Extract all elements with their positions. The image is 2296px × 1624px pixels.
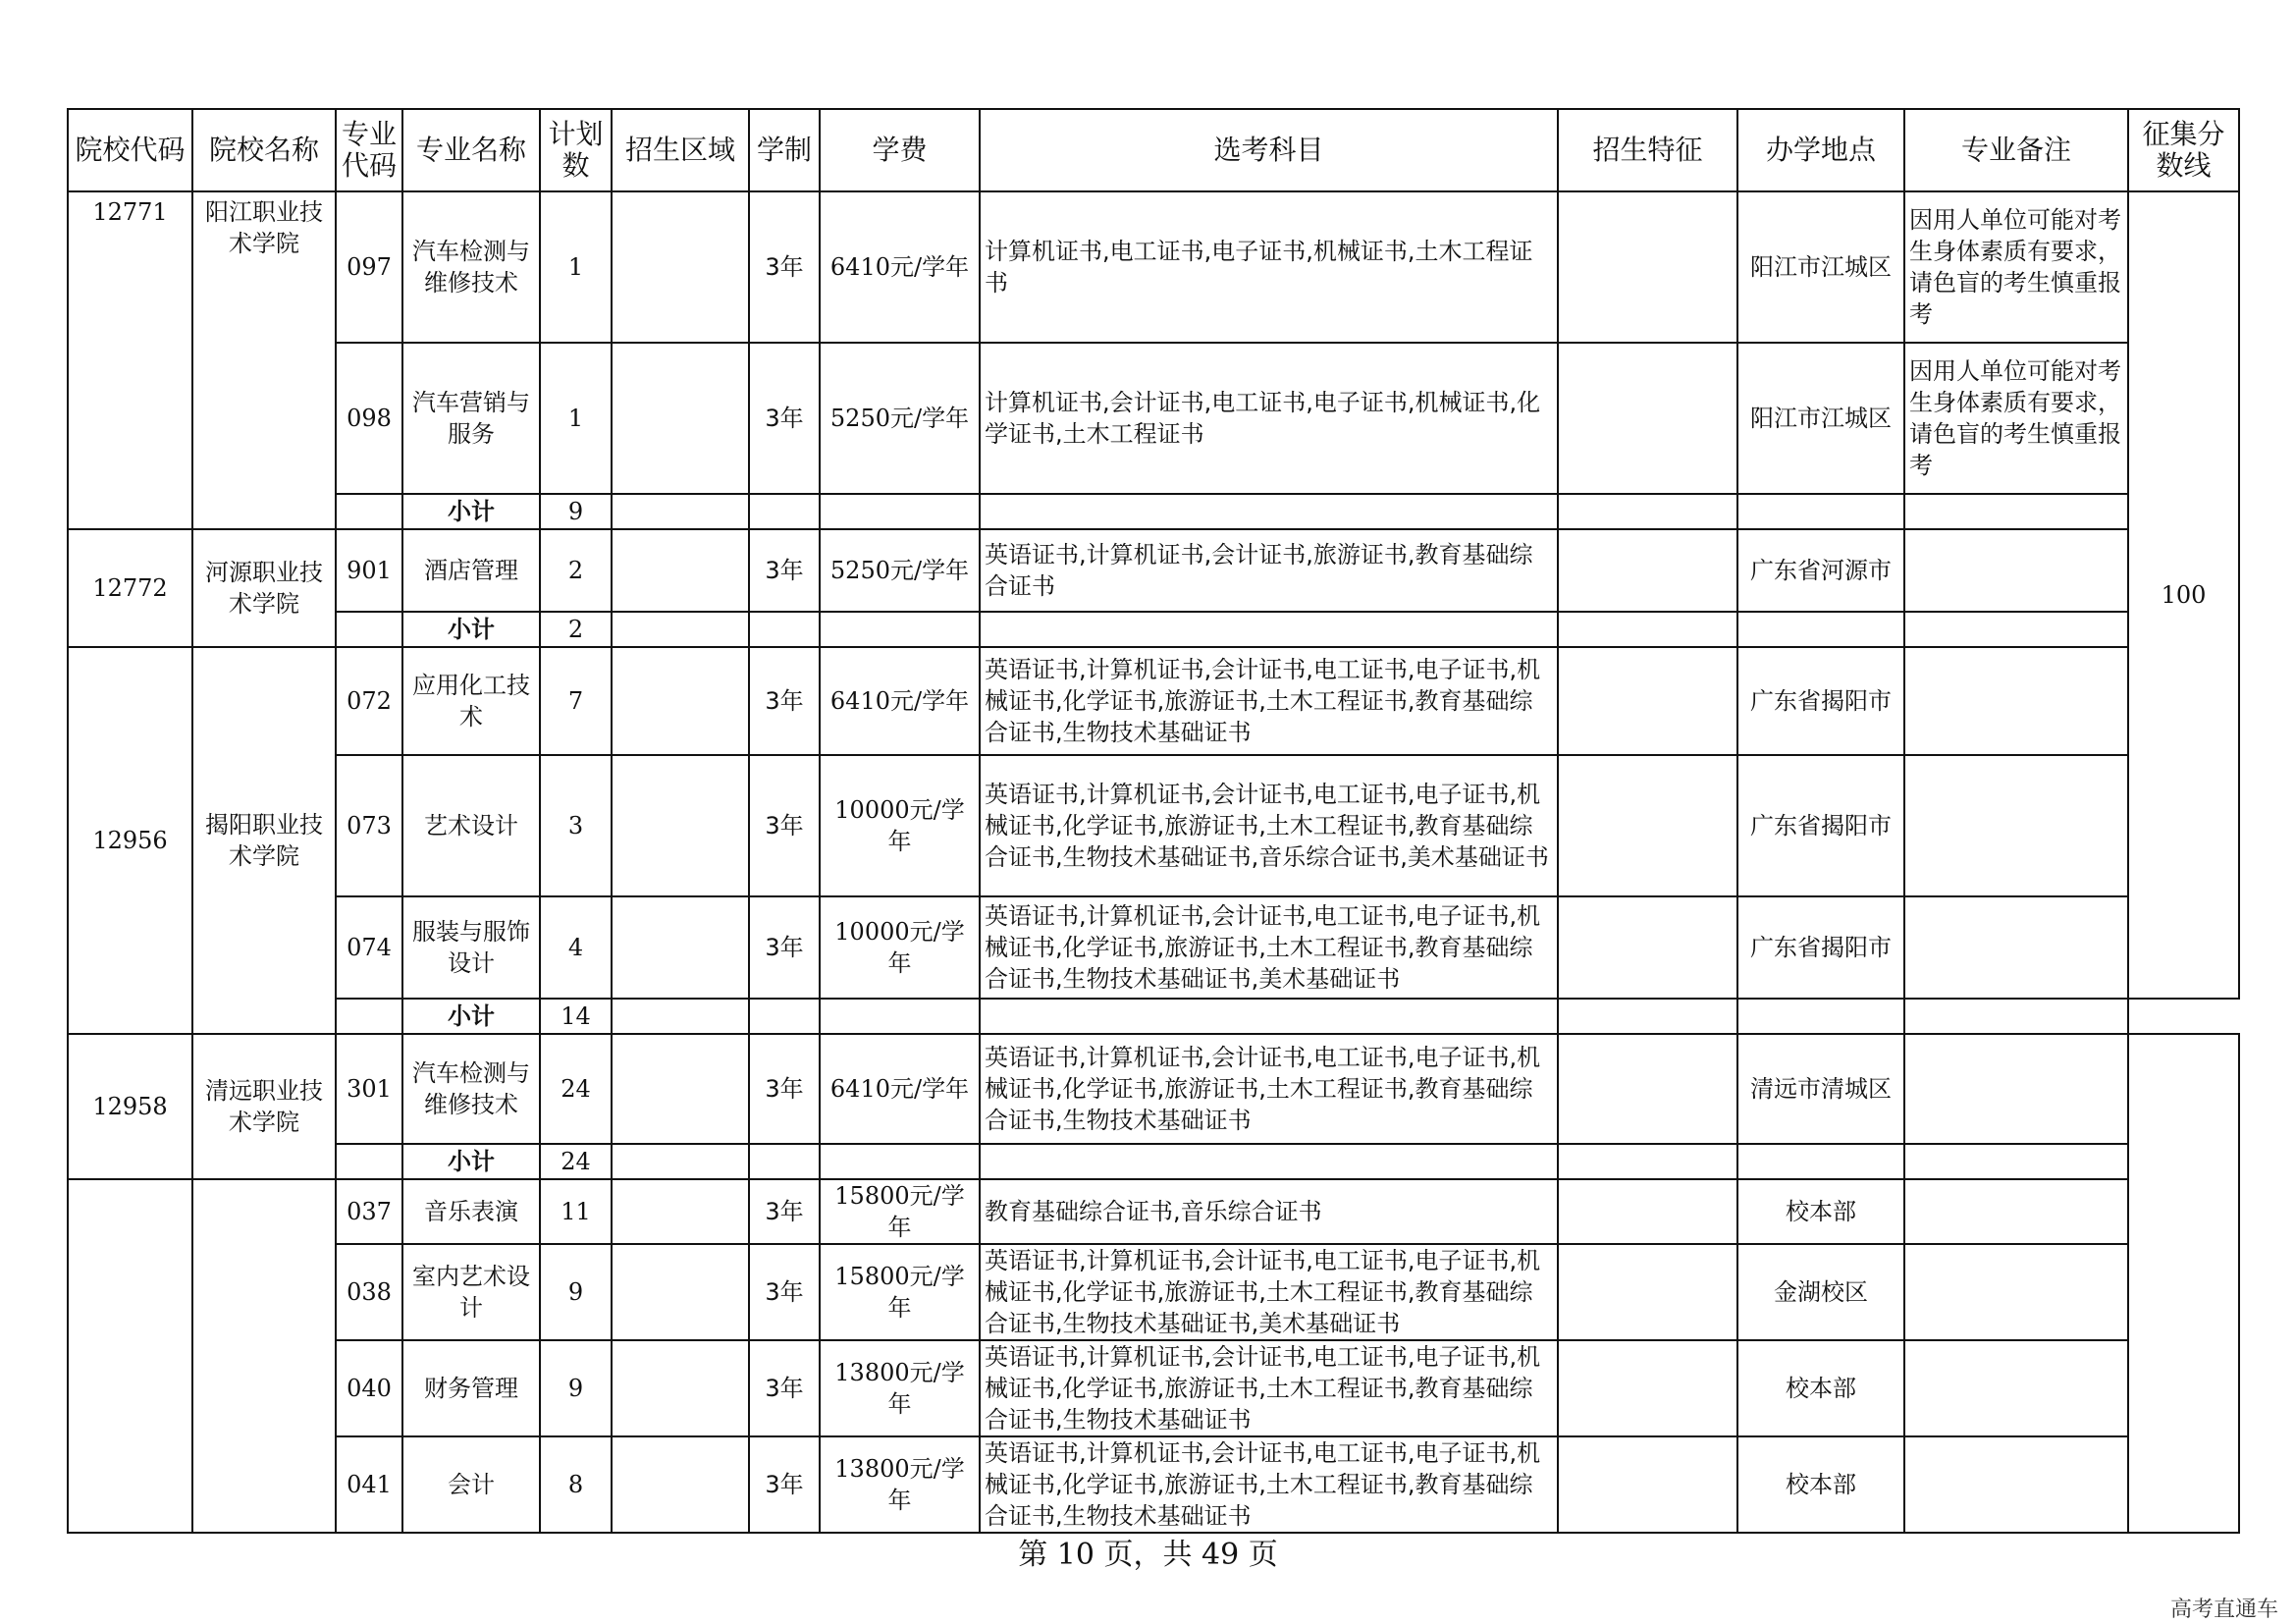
subtotal-value: 14: [540, 999, 612, 1034]
table-row: [68, 1436, 2239, 1533]
subtotal-spacer: [336, 999, 402, 1034]
region: [612, 647, 749, 755]
subtotal-row: [68, 612, 2239, 647]
fee: 6410元/学年: [820, 1034, 980, 1144]
region: [612, 1340, 749, 1436]
fee: 10000元/学年: [820, 896, 980, 999]
region: [612, 343, 749, 494]
table-row: [68, 896, 2239, 999]
major-code: 072: [336, 647, 402, 755]
feature: [1558, 647, 1737, 755]
admission-table: [67, 108, 2240, 1534]
feature: [1558, 1179, 1737, 1244]
plan-count: 8: [540, 1436, 612, 1533]
region: [612, 1179, 749, 1244]
major-name: 艺术设计: [402, 755, 540, 896]
remark: 因用人单位可能对考生身体素质有要求，请色盲的考生慎重报考: [1904, 191, 2128, 343]
fee: 5250元/学年: [820, 343, 980, 494]
subtotal-value: 9: [540, 494, 612, 529]
header-years: 学制: [749, 109, 820, 191]
major-name: 服装与服饰设计: [402, 896, 540, 999]
region: [612, 529, 749, 612]
feature: [1558, 191, 1737, 343]
major-name: 汽车检测与维修技术: [402, 1034, 540, 1144]
plan-count: 7: [540, 647, 612, 755]
region: [612, 1034, 749, 1144]
header-plan-count: 计划数: [540, 109, 612, 191]
subtotal-spacer: [336, 1144, 402, 1179]
table-row: [68, 343, 2239, 494]
table-row: [68, 1340, 2239, 1436]
subtotal-label: 小计: [402, 494, 540, 529]
plan-count: 1: [540, 343, 612, 494]
header-feature: 招生特征: [1558, 109, 1737, 191]
region: [612, 755, 749, 896]
major-code: 041: [336, 1436, 402, 1533]
subjects: 英语证书,计算机证书,会计证书,电工证书,电子证书,机械证书,化学证书,旅游证书,土木工程证书,教育基础综合证书,生物技术基础证书: [980, 1034, 1558, 1144]
fee: 5250元/学年: [820, 529, 980, 612]
plan-count: 2: [540, 529, 612, 612]
feature: [1558, 896, 1737, 999]
subjects: 教育基础综合证书,音乐综合证书: [980, 1179, 1558, 1244]
remark: [1904, 1436, 2128, 1533]
years: 3年: [749, 1179, 820, 1244]
major-name: 酒店管理: [402, 529, 540, 612]
fee: 13800元/学年: [820, 1340, 980, 1436]
remark: [1904, 1179, 2128, 1244]
school-code: [68, 1179, 192, 1533]
school-name: 清远职业技术学院: [192, 1034, 336, 1179]
location: 校本部: [1737, 1436, 1904, 1533]
major-name: 室内艺术设计: [402, 1244, 540, 1340]
feature: [1558, 343, 1737, 494]
major-code: 073: [336, 755, 402, 896]
major-code: 301: [336, 1034, 402, 1144]
major-code: 040: [336, 1340, 402, 1436]
page-number: 第 10 页，共 49 页: [1018, 1538, 1278, 1572]
remark: [1904, 529, 2128, 612]
major-name: 财务管理: [402, 1340, 540, 1436]
major-code: 074: [336, 896, 402, 999]
table-row: [68, 529, 2239, 612]
major-code: 037: [336, 1179, 402, 1244]
subtotal-row: [68, 494, 2239, 529]
subjects: 计算机证书,电工证书,电子证书,机械证书,土木工程证书: [980, 191, 1558, 343]
header-school-code: 院校代码: [68, 109, 192, 191]
major-name: 汽车检测与维修技术: [402, 191, 540, 343]
years: 3年: [749, 755, 820, 896]
major-code: 098: [336, 343, 402, 494]
plan-count: 24: [540, 1034, 612, 1144]
subtotal-row: [68, 999, 2239, 1034]
location: 校本部: [1737, 1340, 1904, 1436]
subjects: 英语证书,计算机证书,会计证书,电工证书,电子证书,机械证书,化学证书,旅游证书,土木工程证书,教育基础综合证书,生物技术基础证书: [980, 1436, 1558, 1533]
subjects: 英语证书,计算机证书,会计证书,电工证书,电子证书,机械证书,化学证书,旅游证书,土木工程证书,教育基础综合证书,生物技术基础证书: [980, 1340, 1558, 1436]
subjects: 英语证书,计算机证书,会计证书,电工证书,电子证书,机械证书,化学证书,旅游证书,土木工程证书,教育基础综合证书,生物技术基础证书,美术基础证书: [980, 896, 1558, 999]
school-name: 揭阳职业技术学院: [192, 647, 336, 1034]
school-code: 12958: [68, 1034, 192, 1179]
location: 清远市清城区: [1737, 1034, 1904, 1144]
feature: [1558, 1436, 1737, 1533]
region: [612, 1436, 749, 1533]
location: 广东省揭阳市: [1737, 896, 1904, 999]
years: 3年: [749, 1244, 820, 1340]
remark: [1904, 1244, 2128, 1340]
school-code: 12771: [68, 191, 192, 529]
remark: [1904, 896, 2128, 999]
fee: 13800元/学年: [820, 1436, 980, 1533]
plan-count: 1: [540, 191, 612, 343]
major-code: 097: [336, 191, 402, 343]
plan-count: 11: [540, 1179, 612, 1244]
subjects: 英语证书,计算机证书,会计证书,电工证书,电子证书,机械证书,化学证书,旅游证书,土木工程证书,教育基础综合证书,生物技术基础证书,美术基础证书: [980, 1244, 1558, 1340]
years: 3年: [749, 529, 820, 612]
score-line: 100: [2128, 191, 2239, 999]
major-name: 音乐表演: [402, 1179, 540, 1244]
school-code: 12772: [68, 529, 192, 647]
fee: 10000元/学年: [820, 755, 980, 896]
score-line-empty: [2128, 1034, 2239, 1533]
region: [612, 896, 749, 999]
fee: 6410元/学年: [820, 191, 980, 343]
feature: [1558, 1244, 1737, 1340]
subtotal-label: 小计: [402, 1144, 540, 1179]
fee: 15800元/学年: [820, 1179, 980, 1244]
years: 3年: [749, 1436, 820, 1533]
subjects: 英语证书,计算机证书,会计证书,电工证书,电子证书,机械证书,化学证书,旅游证书,土木工程证书,教育基础综合证书,生物技术基础证书: [980, 647, 1558, 755]
header-school-name: 院校名称: [192, 109, 336, 191]
header-major-name: 专业名称: [402, 109, 540, 191]
plan-count: 3: [540, 755, 612, 896]
years: 3年: [749, 343, 820, 494]
header-row: [68, 109, 2239, 191]
table-row: [68, 1244, 2239, 1340]
fee: 6410元/学年: [820, 647, 980, 755]
location: 广东省揭阳市: [1737, 755, 1904, 896]
feature: [1558, 529, 1737, 612]
header-region: 招生区域: [612, 109, 749, 191]
feature: [1558, 1340, 1737, 1436]
remark: [1904, 1340, 2128, 1436]
region: [612, 1244, 749, 1340]
years: 3年: [749, 191, 820, 343]
table-row: [68, 191, 2239, 343]
subtotal-spacer: [336, 494, 402, 529]
plan-count: 4: [540, 896, 612, 999]
school-name: 河源职业技术学院: [192, 529, 336, 647]
header-major-code: 专业代码: [336, 109, 402, 191]
major-name: 应用化工技术: [402, 647, 540, 755]
location: 校本部: [1737, 1179, 1904, 1244]
remark: [1904, 647, 2128, 755]
subjects: 英语证书,计算机证书,会计证书,旅游证书,教育基础综合证书: [980, 529, 1558, 612]
table-row: [68, 1034, 2239, 1144]
years: 3年: [749, 1034, 820, 1144]
location: 阳江市江城区: [1737, 343, 1904, 494]
fee: 15800元/学年: [820, 1244, 980, 1340]
header-subjects: 选考科目: [980, 109, 1558, 191]
remark: 因用人单位可能对考生身体素质有要求，请色盲的考生慎重报考: [1904, 343, 2128, 494]
region: [612, 191, 749, 343]
remark: [1904, 755, 2128, 896]
location: 广东省河源市: [1737, 529, 1904, 612]
plan-count: 9: [540, 1340, 612, 1436]
header-remark: 专业备注: [1904, 109, 2128, 191]
subtotal-label: 小计: [402, 612, 540, 647]
subtotal-label: 小计: [402, 999, 540, 1034]
major-name: 汽车营销与服务: [402, 343, 540, 494]
watermark-text: 高考直通车: [2169, 1597, 2278, 1622]
school-name: [192, 1179, 336, 1533]
header-fee: 学费: [820, 109, 980, 191]
location: 广东省揭阳市: [1737, 647, 1904, 755]
remark: [1904, 1034, 2128, 1144]
table-row: [68, 1179, 2239, 1244]
subtotal-value: 2: [540, 612, 612, 647]
table-row: [68, 647, 2239, 755]
subjects: 英语证书,计算机证书,会计证书,电工证书,电子证书,机械证书,化学证书,旅游证书,土木工程证书,教育基础综合证书,生物技术基础证书,音乐综合证书,美术基础证书: [980, 755, 1558, 896]
table-row: [68, 755, 2239, 896]
location: 阳江市江城区: [1737, 191, 1904, 343]
major-code: 901: [336, 529, 402, 612]
subtotal-spacer: [336, 612, 402, 647]
location: 金湖校区: [1737, 1244, 1904, 1340]
feature: [1558, 1034, 1737, 1144]
header-score-line: 征集分数线: [2128, 109, 2239, 191]
years: 3年: [749, 1340, 820, 1436]
admission-plan-sheet: [67, 108, 2238, 1534]
major-name: 会计: [402, 1436, 540, 1533]
feature: [1558, 755, 1737, 896]
subtotal-row: [68, 1144, 2239, 1179]
years: 3年: [749, 896, 820, 999]
plan-count: 9: [540, 1244, 612, 1340]
subjects: 计算机证书,会计证书,电工证书,电子证书,机械证书,化学证书,土木工程证书: [980, 343, 1558, 494]
school-name: 阳江职业技术学院: [192, 191, 336, 529]
years: 3年: [749, 647, 820, 755]
header-location: 办学地点: [1737, 109, 1904, 191]
subtotal-value: 24: [540, 1144, 612, 1179]
school-code: 12956: [68, 647, 192, 1034]
major-code: 038: [336, 1244, 402, 1340]
